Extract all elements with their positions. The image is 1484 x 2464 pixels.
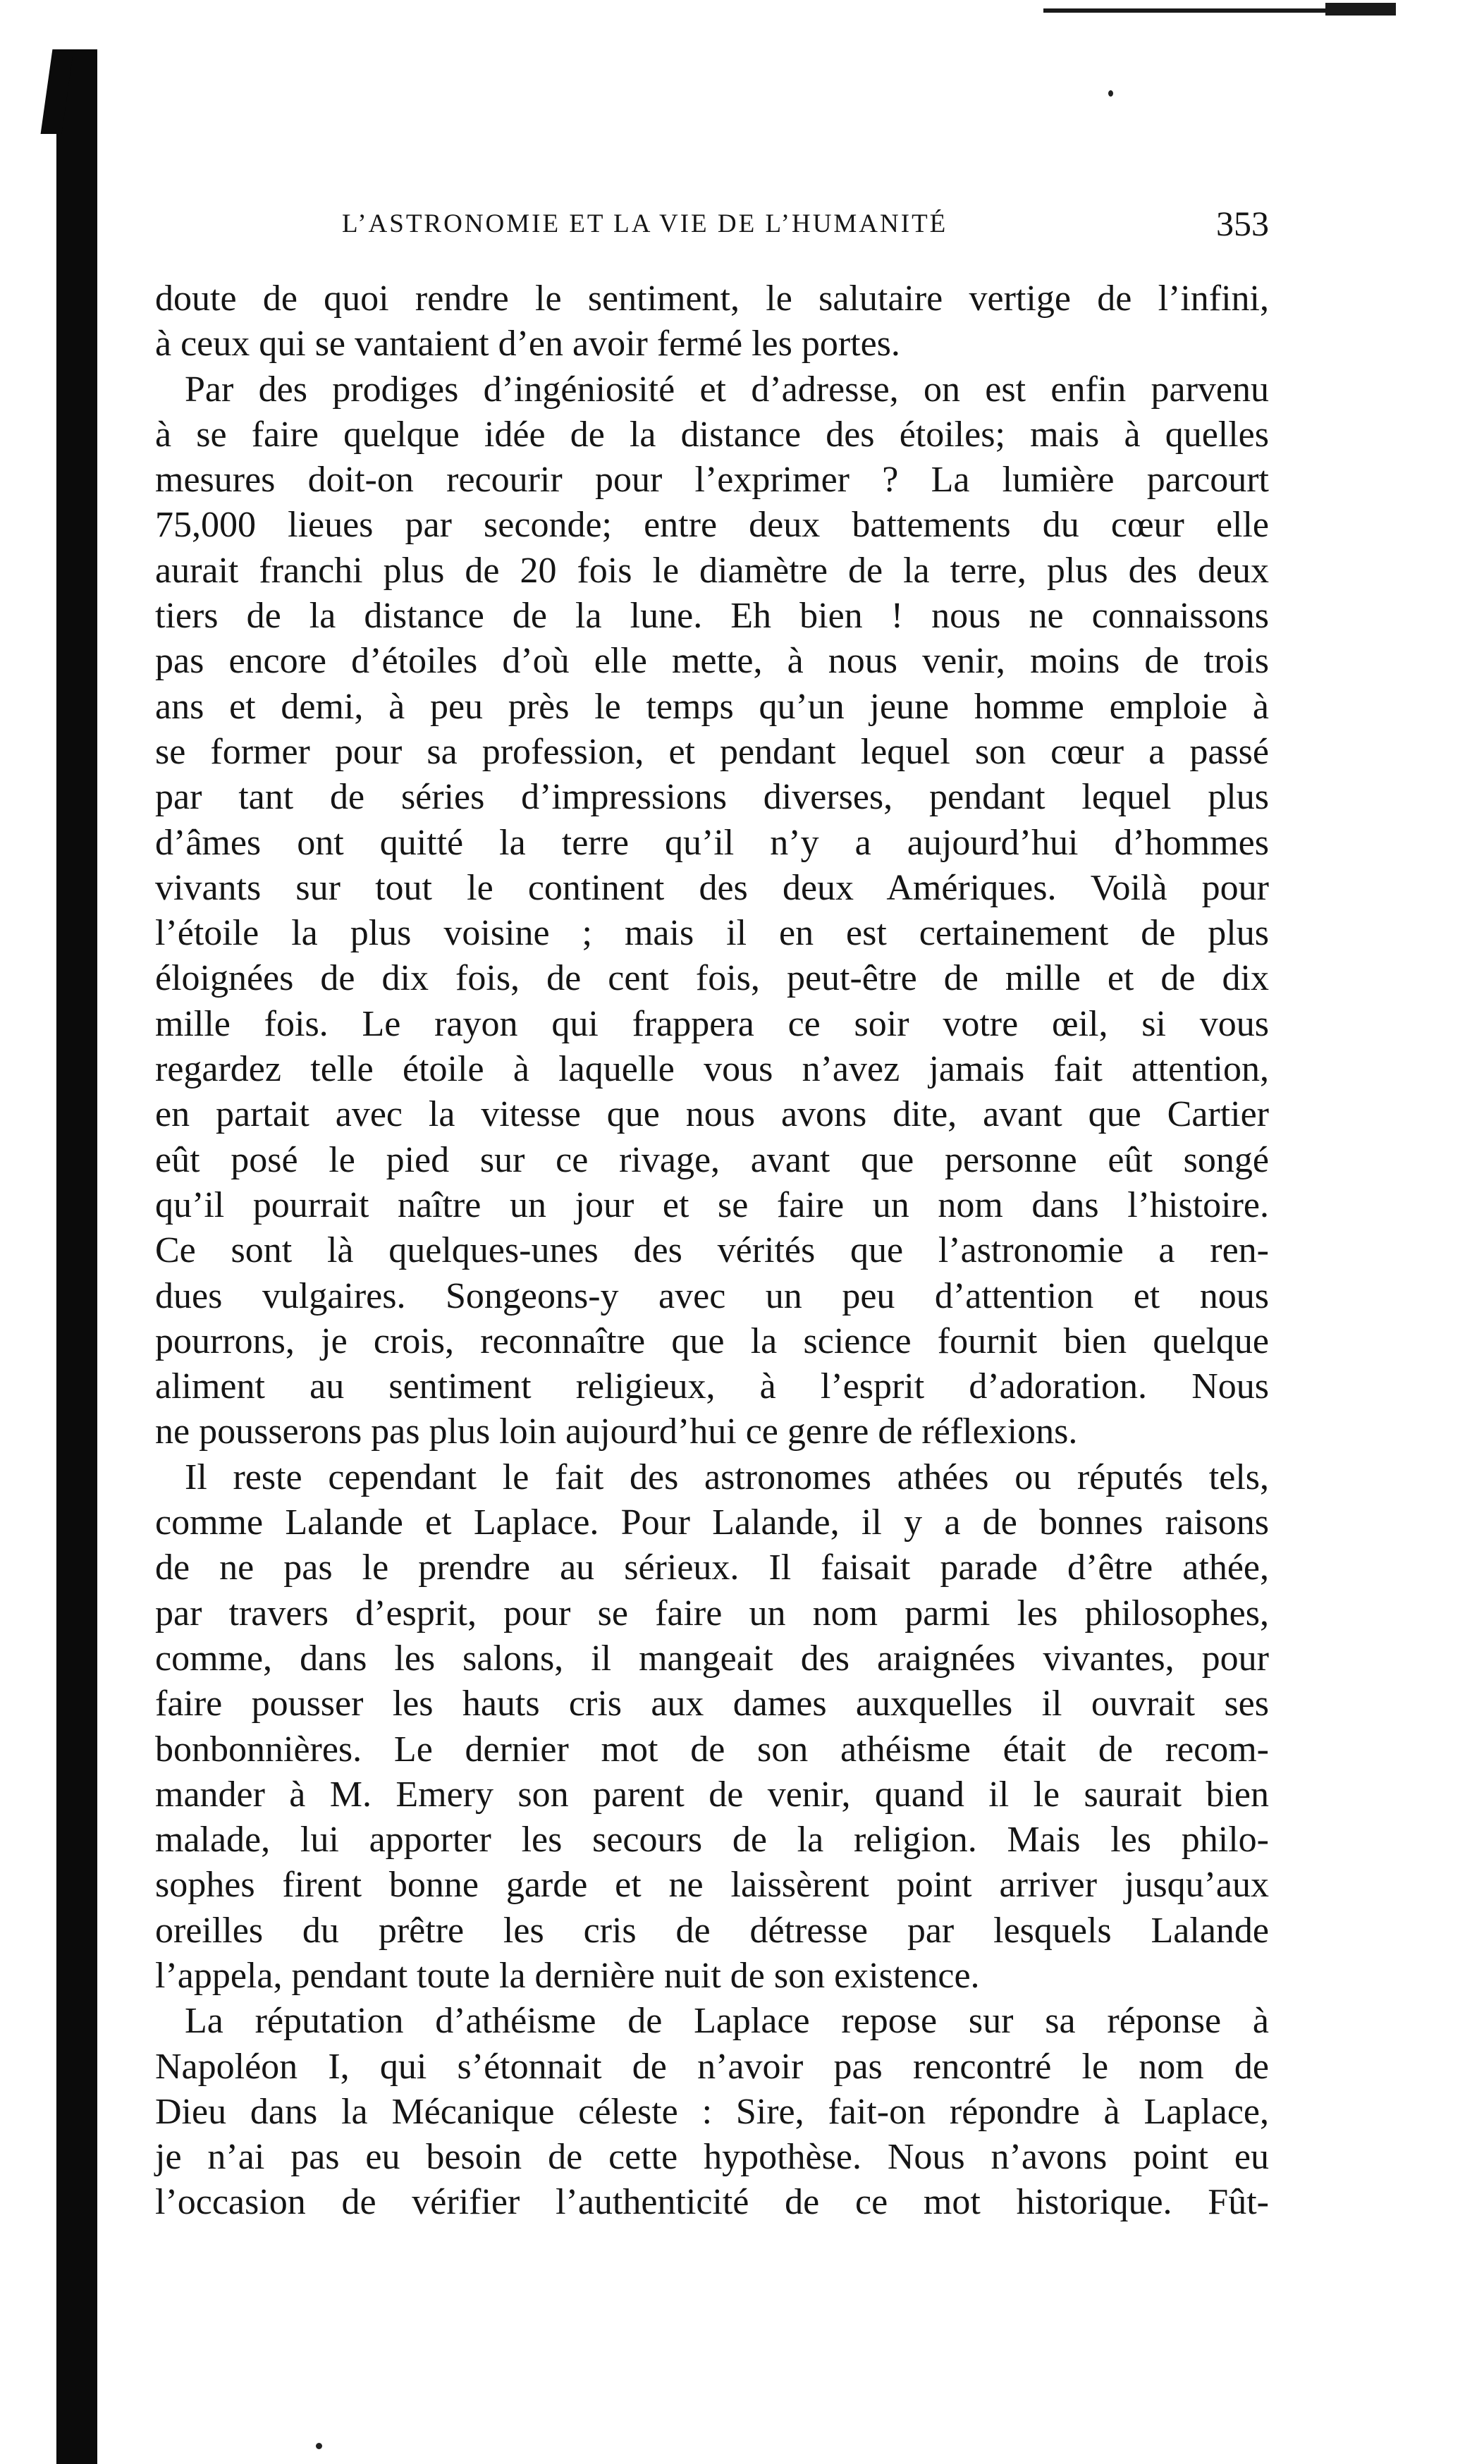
- text-line: Par des prodiges d’ingéniosité et d’adresse, on est enfin parvenu: [185, 369, 1269, 410]
- text-line: mille fois. Le rayon qui frappera ce soir votre œil, si vous: [155, 1003, 1269, 1044]
- text-line: aurait franchi plus de 20 fois le diamètre de la terre, plus des deux: [155, 550, 1269, 591]
- running-title: L’ASTRONOMIE ET LA VIE DE L’HUMANITÉ: [342, 209, 948, 238]
- text-line: 75,000 lieues par seconde; entre deux battements du cœur elle: [155, 505, 1269, 546]
- text-line: faire pousser les hauts cris aux dames auxquelles il ouvrait ses: [155, 1684, 1269, 1724]
- text-line: malade, lui apporter les secours de la religion. Mais les philo-: [155, 1820, 1269, 1861]
- text-line: bonbonnières. Le dernier mot de son athéisme était de recom-: [155, 1729, 1269, 1770]
- text-line: eût posé le pied sur ce rivage, avant que personne eût songé: [155, 1139, 1269, 1180]
- text-line: aliment au sentiment religieux, à l’esprit d’adoration. Nous: [155, 1366, 1269, 1407]
- text-line: Ce sont là quelques-unes des vérités que l’astronomie a ren-: [155, 1230, 1269, 1271]
- text-line: l’appela, pendant toute la dernière nuit de son existence.: [155, 1955, 980, 1996]
- text-line: regardez telle étoile à laquelle vous n’avez jamais fait attention,: [155, 1049, 1269, 1090]
- text-line: mander à M. Emery son parent de venir, quand il le saurait bien: [155, 1774, 1269, 1815]
- page-gutter-shadow: [56, 49, 97, 2464]
- print-speck: [316, 2443, 322, 2449]
- text-line: La réputation d’athéisme de Laplace repose sur sa réponse à: [185, 2001, 1269, 2042]
- text-line: en partait avec la vitesse que nous avons dite, avant que Cartier: [155, 1094, 1269, 1135]
- text-line: mesures doit-on recourir pour l’exprimer ? La lumière parcourt: [155, 460, 1269, 501]
- text-line: Napoléon I, qui s’étonnait de n’avoir pas rencontré le nom de: [155, 2046, 1269, 2087]
- text-line: oreilles du prêtre les cris de détresse par lesquels Lalande: [155, 1910, 1269, 1951]
- text-line: ans et demi, à peu près le temps qu’un jeune homme emploie à: [155, 686, 1269, 727]
- text-line: d’âmes ont quitté la terre qu’il n’y a aujourd’hui d’hommes: [155, 822, 1269, 863]
- text-line: qu’il pourrait naître un jour et se faire un nom dans l’histoire.: [155, 1184, 1269, 1225]
- text-line: je n’ai pas eu besoin de cette hypothèse. Nous n’avons point eu: [155, 2137, 1269, 2178]
- text-line: par travers d’esprit, pour se faire un nom parmi les philosophes,: [155, 1593, 1269, 1634]
- text-line: Dieu dans la Mécanique céleste : Sire, fait-on répondre à Laplace,: [155, 2091, 1269, 2132]
- running-head: [155, 204, 1269, 251]
- text-line: pas encore d’étoiles d’où elle mette, à nous venir, moins de trois: [155, 641, 1269, 682]
- text-line: par tant de séries d’impressions diverses, pendant lequel plus: [155, 777, 1269, 818]
- text-line: sophes firent bonne garde et ne laissèrent point arriver jusqu’aux: [155, 1865, 1269, 1906]
- text-line: pourrons, je crois, reconnaître que la science fournit bien quelque: [155, 1320, 1269, 1361]
- text-line: éloignées de dix fois, de cent fois, peut-être de mille et de dix: [155, 958, 1269, 999]
- text-line: à se faire quelque idée de la distance des étoiles; mais à quelles: [155, 414, 1269, 455]
- text-line: se former pour sa profession, et pendant lequel son cœur a passé: [155, 731, 1269, 772]
- text-line: l’étoile la plus voisine ; mais il en est certainement de plus: [155, 913, 1269, 954]
- body-text: [155, 276, 1269, 2226]
- top-edge-rule-mark: [1325, 3, 1396, 16]
- text-line: comme Lalande et Laplace. Pour Lalande, il y a de bonnes raisons: [155, 1502, 1269, 1543]
- print-speck: [1108, 90, 1113, 97]
- text-line: comme, dans les salons, il mangeait des araignées vivantes, pour: [155, 1638, 1269, 1679]
- text-line: tiers de la distance de la lune. Eh bien ! nous ne connaissons: [155, 596, 1269, 637]
- text-line: l’occasion de vérifier l’authenticité de ce mot historique. Fût-: [155, 2182, 1269, 2223]
- text-line: dues vulgaires. Songeons-y avec un peu d’attention et nous: [155, 1275, 1269, 1316]
- text-line: ne pousserons pas plus loin aujourd’hui ce genre de réflexions.: [155, 1411, 1078, 1452]
- text-line: à ceux qui se vantaient d’en avoir fermé les portes.: [155, 324, 900, 364]
- text-line: Il reste cependant le fait des astronomes athées ou réputés tels,: [185, 1457, 1269, 1497]
- text-line: de ne pas le prendre au sérieux. Il faisait parade d’être athée,: [155, 1547, 1269, 1588]
- text-line: vivants sur tout le continent des deux Amériques. Voilà pour: [155, 867, 1269, 908]
- text-line: doute de quoi rendre le sentiment, le salutaire vertige de l’infini,: [155, 278, 1269, 319]
- page-number: 353: [1216, 204, 1269, 243]
